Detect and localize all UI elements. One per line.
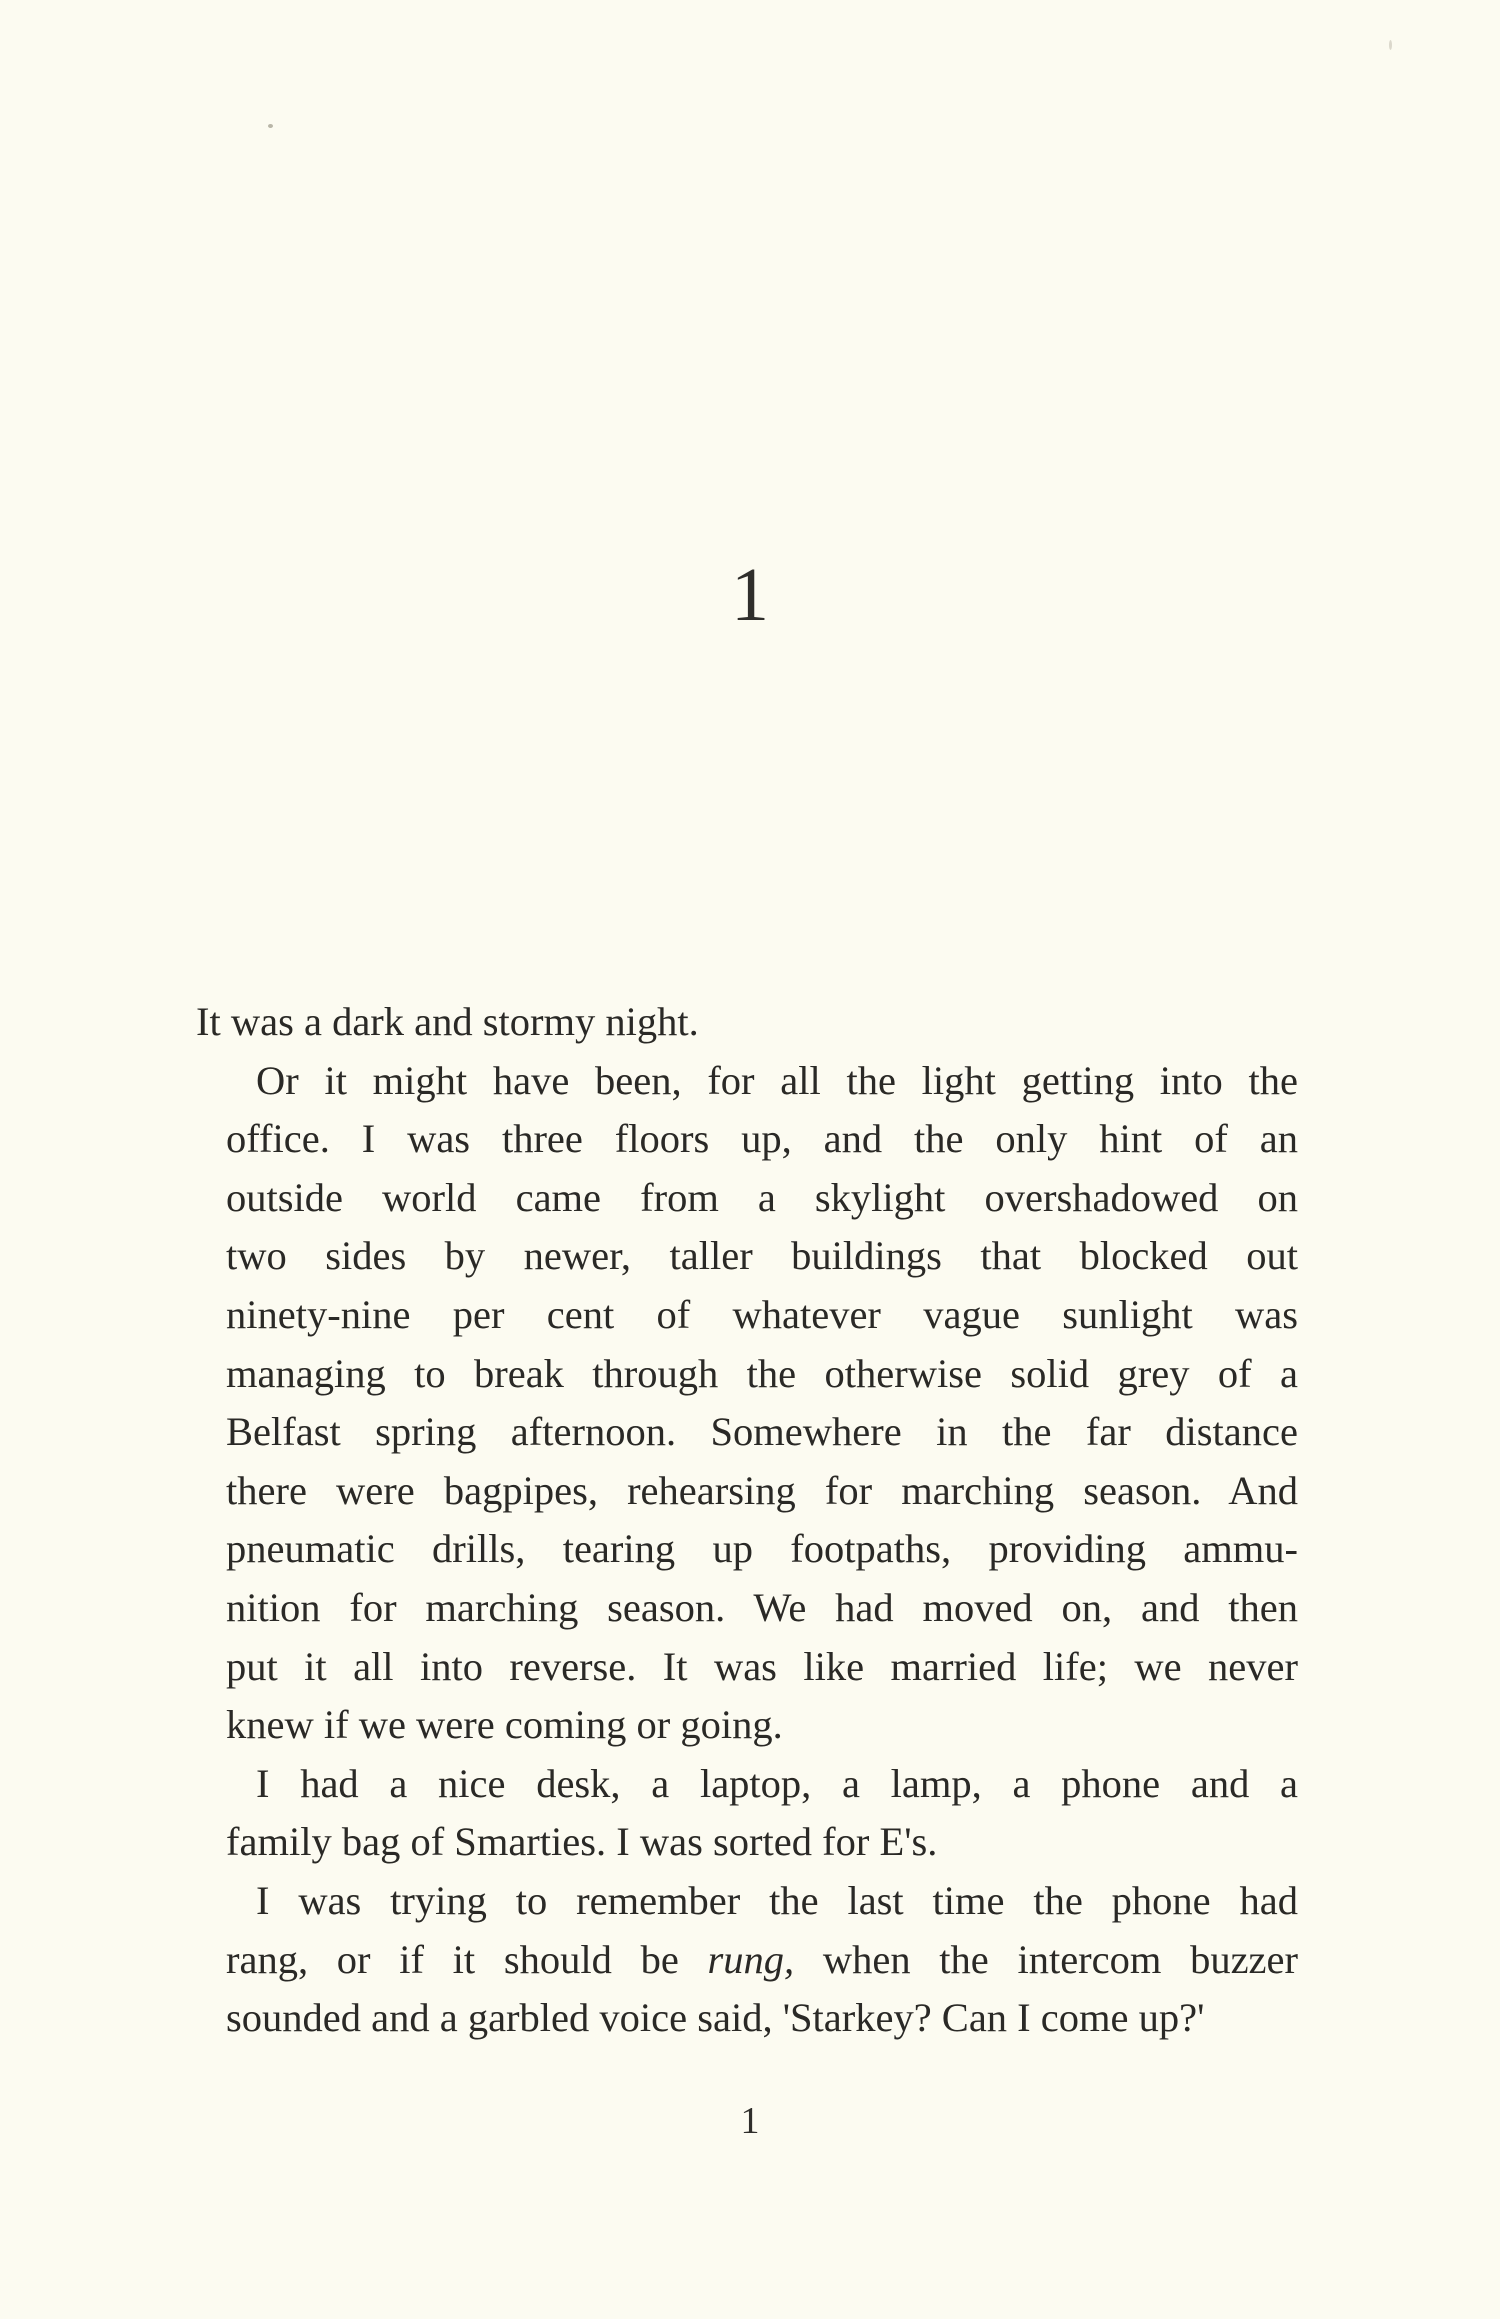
text-line: sounded and a garbled voice said, 'Starkey? Can I come up?': [226, 1995, 1205, 2041]
body-text: [196, 993, 1298, 2048]
scan-speck: [268, 124, 273, 128]
paragraph-1: [196, 993, 1298, 1052]
chapter-number: 1: [731, 553, 769, 637]
text-line: ninety-nine per cent of whatever vague sunlight was: [226, 1291, 1298, 1337]
text-line: knew if we were coming or going.: [226, 1702, 783, 1748]
scan-speck: [1389, 40, 1392, 50]
text-line: [196, 1931, 1298, 1990]
paragraph-4: [196, 1872, 1298, 2048]
text-line: put it all into reverse. It was like married life; we never: [226, 1643, 1298, 1689]
paragraph-3: [196, 1755, 1298, 1872]
text-line: managing to break through the otherwise solid grey of a: [226, 1350, 1298, 1396]
text-line: pneumatic drills, tearing up footpaths, providing ammu-: [226, 1526, 1298, 1572]
text-segment: rang, or if it should be: [226, 1936, 708, 1982]
text-line: I had a nice desk, a laptop, a lamp, a phone and a: [256, 1760, 1298, 1806]
page-number: 1: [740, 2100, 760, 2142]
text-segment: when the intercom buzzer: [794, 1936, 1298, 1982]
text-line: office. I was three floors up, and the only hint of an: [226, 1116, 1298, 1162]
text-line: It was a dark and stormy night.: [196, 999, 699, 1044]
text-line: two sides by newer, taller buildings that blocked out: [226, 1233, 1298, 1279]
text-line: I was trying to remember the last time the phone had: [256, 1877, 1298, 1923]
text-line: there were bagpipes, rehearsing for marching season. And: [226, 1467, 1298, 1513]
text-line: Belfast spring afternoon. Somewhere in the far distance: [226, 1409, 1298, 1455]
paragraph-2: [196, 1052, 1298, 1755]
text-line: outside world came from a skylight overshadowed on: [226, 1174, 1298, 1220]
text-line: nition for marching season. We had moved on, and then: [226, 1584, 1298, 1630]
text-line: Or it might have been, for all the light getting into the: [256, 1057, 1298, 1103]
italic-word: rung,: [707, 1936, 795, 1982]
text-line: family bag of Smarties. I was sorted for E's.: [226, 1819, 938, 1865]
